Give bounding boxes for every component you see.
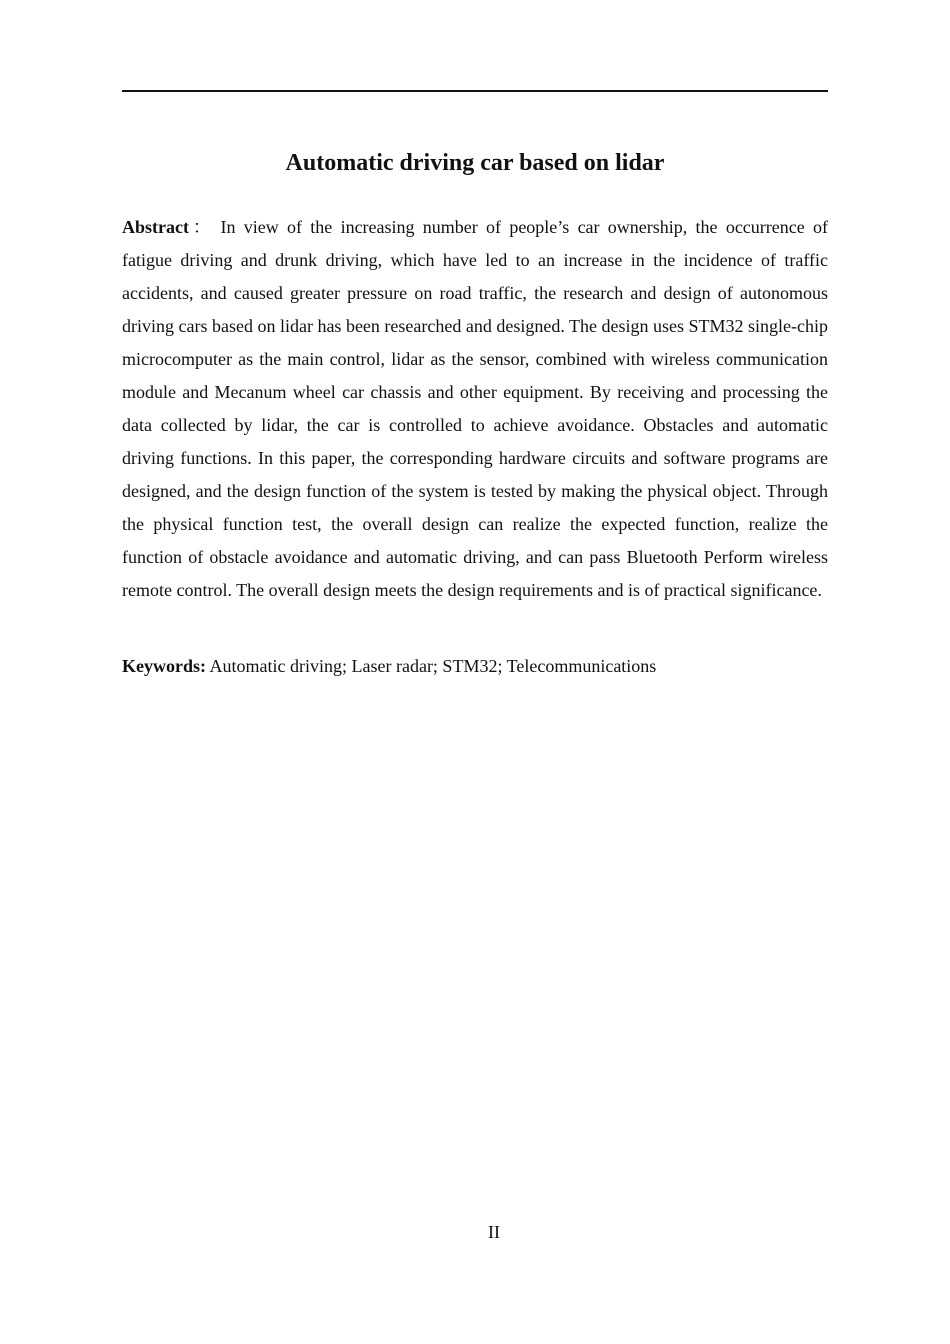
page-number: II [488,1222,500,1242]
abstract-separator: ： [188,217,215,237]
paper-title: Automatic driving car based on lidar [285,150,665,176]
keywords-text: Automatic driving; Laser radar; STM32; Telecommunications [209,656,657,676]
keywords-label: Keywords: [122,656,206,676]
abstract-text: In view of the increasing number of people’s car ownership, the occurrence of fatigue driving and drunk driving, which have led to an increase in the incidence of traffic accidents, and caused greater pressure on road traffic, the research and design of autonomous driving cars based on lidar has been researched and designed. The design uses STM32 single-chip microcomputer as the main control, lidar as the sensor, combined with wireless communication module and Mecanum wheel car chassis and other equipment. By receiving and processing the data collected by lidar, the car is controlled to achieve avoidance. Obstacles and automatic driving functions. In this paper, the corresponding hardware circuits and software programs are designed, and the design function of the system is tested by making the physical object. Through the physical function test, the overall design can realize the expected function, realize the function of obstacle avoidance and automatic driving, and can pass Bluetooth Perform wireless remote control. The overall design meets the design requirements and is of practical significance. [122,217,829,600]
keywords-line [122,651,828,681]
abstract-label: Abstract [122,217,189,237]
header-rule [122,90,828,92]
abstract-paragraph [122,211,828,607]
